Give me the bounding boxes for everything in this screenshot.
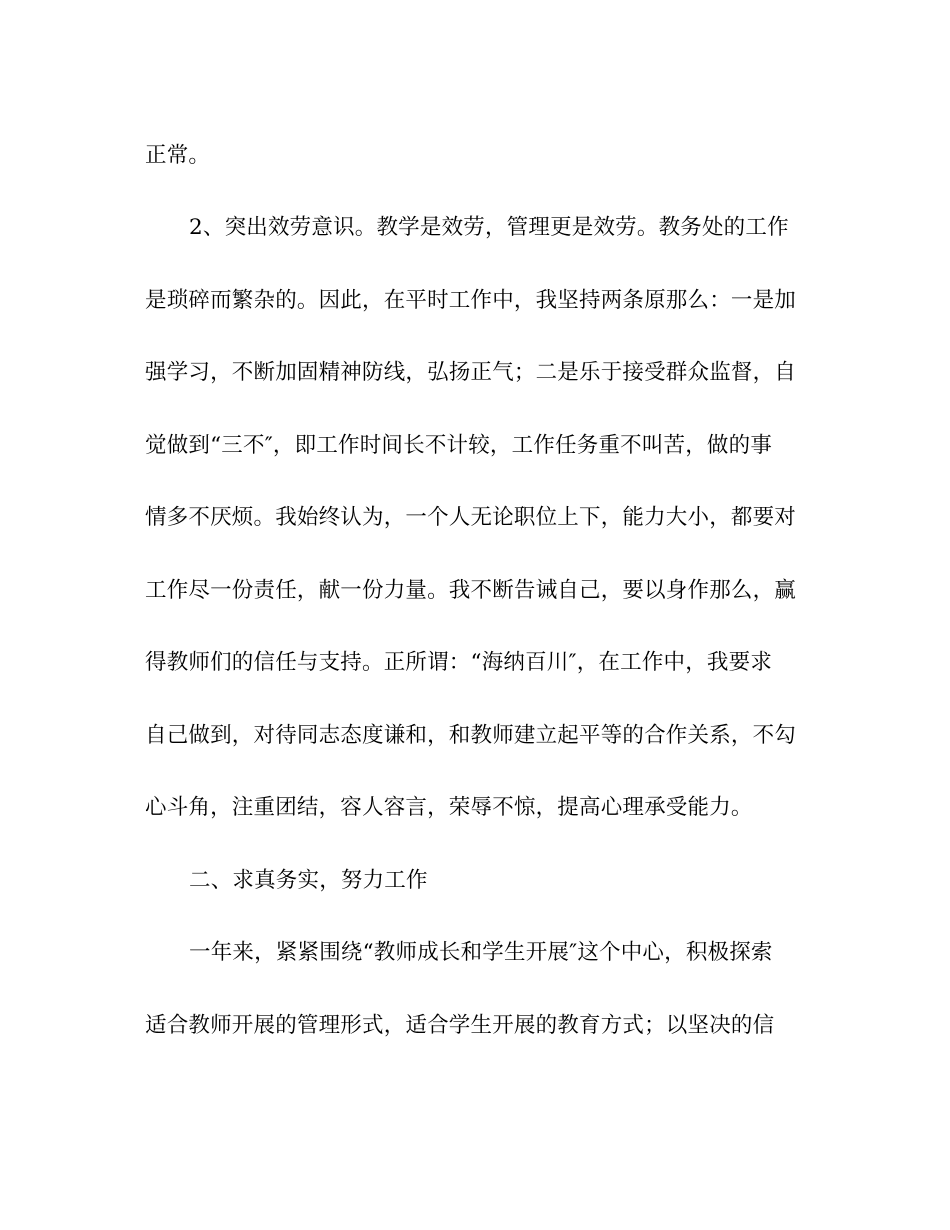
- paragraph-service-awareness-line-8: 自己做到，对待同志态度谦和，和教师建立起平等的合作关系，不勾: [145, 723, 797, 748]
- paragraph-service-awareness-line-9: 心斗角，注重团结，容人容言，荣辱不惊，提高心理承受能力。: [145, 795, 753, 820]
- paragraph-service-awareness-line-6: 工作尽一份责任，献一份力量。我不断告诫自己，要以身作那么，赢: [145, 578, 797, 603]
- paragraph-year-review-line-2: 适合教师开展的管理形式，适合学生开展的教育方式；以坚决的信: [145, 1013, 775, 1038]
- paragraph-service-awareness-line-3: 强学习，不断加固精神防线，弘扬正气；二是乐于接受群众监督，自: [145, 360, 797, 385]
- paragraph-year-review-line-1: 一年来，紧紧围绕“教师成长和学生开展″这个中心，积极探索: [189, 940, 773, 965]
- paragraph-service-awareness-line-4: 觉做到“三不″，即工作时间长不计较，工作任务重不叫苦，做的事: [145, 433, 773, 458]
- paragraph-service-awareness-line-1: 2、突出效劳意识。教学是效劳，管理更是效劳。教务处的工作: [189, 215, 789, 240]
- text-line-1: 正常。: [145, 143, 211, 168]
- paragraph-service-awareness-line-5: 情多不厌烦。我始终认为，一个人无论职位上下，能力大小，都要对: [145, 505, 797, 530]
- section-heading: 二、求真务实，努力工作: [189, 868, 428, 893]
- paragraph-service-awareness-line-2: 是琐碎而繁杂的。因此，在平时工作中，我坚持两条原那么：一是加: [145, 288, 797, 313]
- paragraph-service-awareness-line-7: 得教师们的信任与支持。正所谓：“海纳百川″，在工作中，我要求: [145, 650, 773, 675]
